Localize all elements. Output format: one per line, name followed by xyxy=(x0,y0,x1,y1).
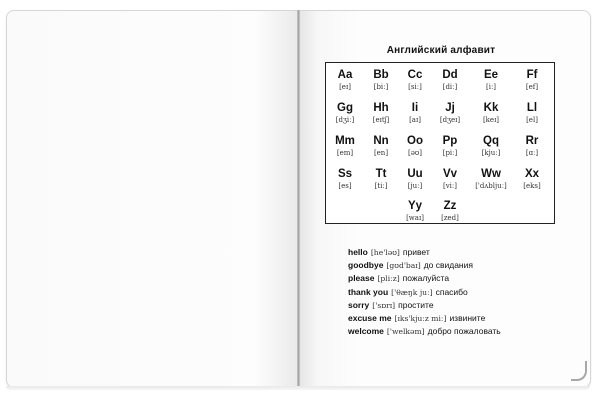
letter-transcription: [el] xyxy=(526,116,538,124)
letter: Ff xyxy=(526,69,538,81)
letter: Rr xyxy=(525,135,539,147)
alphabet-cell xyxy=(434,102,466,125)
letter: Uu xyxy=(407,168,423,180)
phrase-item xyxy=(348,259,501,272)
letter: Zz xyxy=(443,200,457,212)
alphabet-cell xyxy=(399,200,431,223)
letter-transcription: [em] xyxy=(336,149,354,157)
letter-transcription: [eks] xyxy=(523,182,541,190)
alphabet-cell xyxy=(365,102,397,125)
phrase-translation: добро пожаловать xyxy=(427,326,501,337)
phrase-word: thank you xyxy=(348,286,389,297)
letter-transcription: [diː] xyxy=(442,83,458,91)
page-curl-icon xyxy=(571,361,587,381)
letter-transcription: ['dʌbljuː] xyxy=(475,182,507,190)
phrase-word: please xyxy=(348,273,375,284)
letter: Hh xyxy=(373,102,389,114)
phrase-translation: пожалуйста xyxy=(402,273,450,284)
alphabet-cell xyxy=(329,135,361,158)
letter-transcription: [zed] xyxy=(441,214,459,222)
phrase-word: goodbye xyxy=(348,260,384,271)
phrase-translation: извините xyxy=(449,313,486,324)
phrase-translation: спасибо xyxy=(435,286,468,297)
alphabet-table xyxy=(325,62,555,224)
letter: Ll xyxy=(526,102,538,114)
alphabet-cell xyxy=(365,69,397,92)
phrase-word: sorry xyxy=(348,299,370,310)
phrase-item xyxy=(348,299,501,312)
phrase-transcription: [gʊd'baɪ] xyxy=(386,261,421,271)
phrase-item xyxy=(348,312,501,325)
letter-transcription: [iː] xyxy=(485,83,497,91)
phrase-word: hello xyxy=(348,247,368,257)
alphabet-cell xyxy=(434,200,466,223)
alphabet-cell xyxy=(434,69,466,92)
alphabet-cell xyxy=(434,168,466,191)
phrase-word: welcome xyxy=(348,326,384,337)
letter: Kk xyxy=(483,102,499,114)
phrase-translation: до свидания xyxy=(423,260,473,271)
letter-transcription: [en] xyxy=(373,149,389,157)
letter: Pp xyxy=(442,135,458,147)
letter: Ee xyxy=(483,69,499,81)
phrase-transcription: [he'ləʊ] xyxy=(370,248,400,257)
left-page xyxy=(6,10,300,388)
book-spine xyxy=(297,10,300,388)
alphabet-cell xyxy=(516,168,548,191)
letter-transcription: [ɑː] xyxy=(525,149,539,157)
letter: Qq xyxy=(483,135,499,147)
letter: Bb xyxy=(373,69,389,81)
phrase-item xyxy=(348,286,501,299)
letter: Mm xyxy=(335,135,355,147)
alphabet-cell xyxy=(516,135,548,158)
letter: Ii xyxy=(411,102,419,114)
phrase-transcription: [pliːz] xyxy=(377,274,400,284)
letter-transcription: [ef] xyxy=(525,83,539,91)
phrase-transcription: ['sɒrɪ] xyxy=(372,300,396,310)
phrase-item xyxy=(348,246,501,259)
letter-transcription: [juː] xyxy=(407,182,423,190)
letter: Gg xyxy=(337,102,353,114)
alphabet-cell xyxy=(399,135,431,158)
letter-transcription: [eɪtʃ] xyxy=(372,116,390,124)
letter-transcription: [əʊ] xyxy=(408,149,422,157)
letter: Aa xyxy=(337,69,353,81)
phrase-item xyxy=(348,325,501,338)
alphabet-cell xyxy=(365,135,397,158)
alphabet-cell xyxy=(329,69,361,92)
phrase-transcription: ['θæŋk juː] xyxy=(391,287,433,297)
phrase-transcription: [ɪks'kjuːz miː] xyxy=(394,314,447,324)
letter: Dd xyxy=(442,69,458,81)
letter-transcription: [es] xyxy=(338,182,352,190)
letter: Nn xyxy=(373,135,389,147)
page-stack-edge xyxy=(6,386,590,390)
letter-transcription: [tiː] xyxy=(374,182,388,190)
alphabet-cell xyxy=(434,135,466,158)
letter-transcription: [piː] xyxy=(442,149,458,157)
letter: Yy xyxy=(407,200,423,212)
letter: Cc xyxy=(407,69,423,81)
letter-transcription: [waɪ] xyxy=(406,214,424,222)
alphabet-cell xyxy=(475,69,507,92)
alphabet-cell xyxy=(471,168,511,191)
phrase-translation: привет xyxy=(402,247,430,257)
letter-transcription: [dʒeɪ] xyxy=(439,116,461,124)
letter: Oo xyxy=(407,135,423,147)
letter-transcription: [aɪ] xyxy=(409,116,421,124)
letter-transcription: [kjuː] xyxy=(481,149,501,157)
alphabet-cell xyxy=(475,102,507,125)
alphabet-cell xyxy=(475,135,507,158)
phrase-word: excuse me xyxy=(348,313,392,324)
letter: Jj xyxy=(445,102,455,114)
alphabet-cell xyxy=(516,102,548,125)
letter-transcription: [eɪ] xyxy=(339,83,351,91)
phrase-list xyxy=(348,246,501,338)
alphabet-cell xyxy=(329,102,361,125)
letter: Tt xyxy=(375,168,387,180)
phrase-translation: простите xyxy=(398,299,434,310)
letter-transcription: [keɪ] xyxy=(482,116,500,124)
letter-transcription: [siː] xyxy=(408,83,422,91)
alphabet-cell xyxy=(399,102,431,125)
letter: Xx xyxy=(524,168,540,180)
letter: Ss xyxy=(337,168,353,180)
alphabet-title: Английский алфавит xyxy=(386,45,496,56)
letter-transcription: [viː] xyxy=(442,182,457,190)
letter: Vv xyxy=(442,168,458,180)
alphabet-cell xyxy=(399,168,431,191)
alphabet-cell xyxy=(329,168,361,191)
phrase-item xyxy=(348,272,501,285)
phrase-transcription: ['welkəm] xyxy=(386,327,425,337)
alphabet-cell xyxy=(399,69,431,92)
letter: Ww xyxy=(481,168,501,180)
alphabet-cell xyxy=(365,168,397,191)
letter-transcription: [dʒiː] xyxy=(335,116,355,124)
alphabet-cell xyxy=(516,69,548,92)
letter-transcription: [biː] xyxy=(373,83,389,91)
